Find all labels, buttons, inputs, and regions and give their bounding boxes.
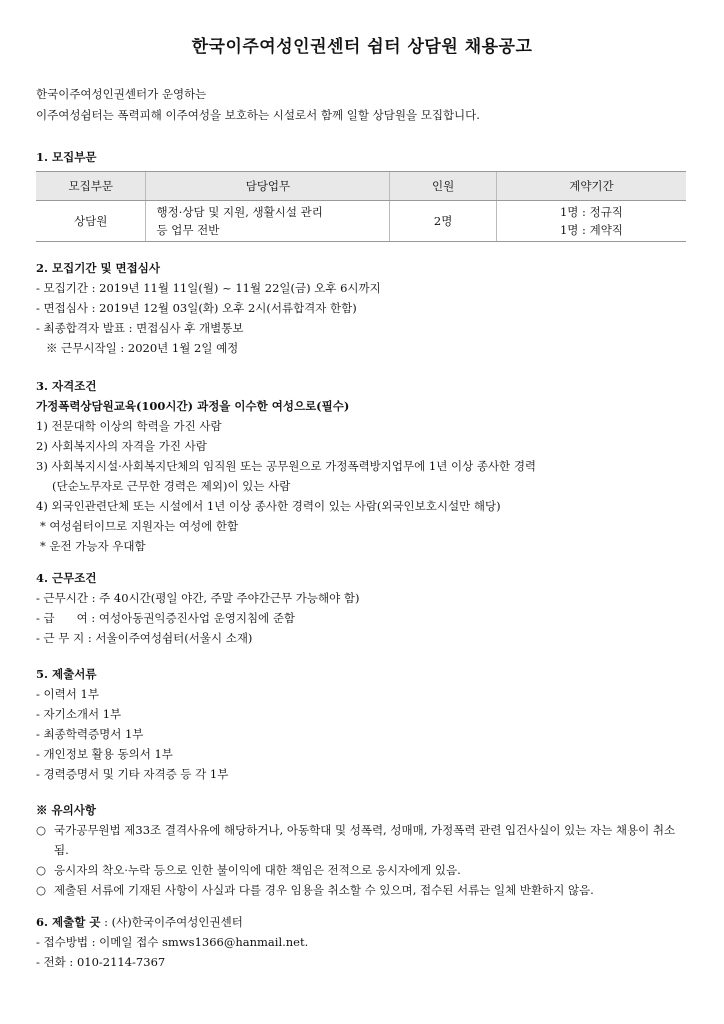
- qualification-item-continued: (단순노무자로 근무한 경력은 제외)이 있는 사람: [52, 479, 291, 493]
- section-line: - 최종합격자 발표 : 면접심사 후 개별통보: [36, 321, 244, 335]
- notice-text: 국가공무원법 제33조 결격사유에 해당하거나, 아동학대 및 성폭력, 성매매, 가정폭력 관련 입건사실이 있는 자는 채용이 취소됨.: [54, 823, 676, 857]
- page-title: 한국이주여성인권센터 쉼터 상담원 채용공고: [191, 37, 533, 57]
- qualification-note: * 운전 가능자 우대함: [40, 539, 146, 553]
- section-1: [36, 147, 696, 167]
- table-header-row: [36, 172, 686, 201]
- section-line: - 전화 : 010-2114-7367: [36, 955, 166, 969]
- document-item: - 경력증명서 및 기타 자격증 등 각 1부: [36, 767, 229, 781]
- table-header-cell: 모집부문: [36, 172, 146, 201]
- duty-line: 행정·상담 및 지원, 생활시설 관리: [156, 205, 323, 219]
- notice-item: [36, 860, 686, 880]
- duty-line: 등 업무 전반: [156, 223, 220, 237]
- intro-line: 이주여성쉼터는 폭력피해 이주여성을 보호하는 시설로서 함께 일할 상담원을 모집합니다.: [36, 108, 480, 122]
- section-line: - 근무시간 : 주 40시간(평일 야간, 주말 주야간근무 가능해야 함): [36, 591, 360, 605]
- section-heading: 3. 자격조건: [36, 379, 97, 393]
- section-line: - 근 무 지 : 서울이주여성쉼터(서울시 소재): [36, 631, 253, 645]
- section-subheading: 가정폭력상담원교육(100시간) 과정을 이수한 여성으로(필수): [36, 399, 350, 413]
- qualification-note: * 여성쉼터이므로 지원자는 여성에 한함: [40, 519, 239, 533]
- section-note: ※ 근무시작일 : 2020년 1월 2일 예정: [46, 341, 239, 355]
- notice-text: 응시자의 착오·누락 등으로 인한 불이익에 대한 책임은 전적으로 응시자에게 있음.: [54, 863, 461, 877]
- table-header-cell: 계약기간: [496, 172, 686, 201]
- section-4: [36, 568, 696, 648]
- table-header-cell: 인원: [390, 172, 497, 201]
- section-heading-row: [36, 912, 696, 932]
- circle-bullet-icon: ○: [36, 823, 47, 837]
- section-line: - 모집기간 : 2019년 11월 11일(월) ~ 11월 22일(금) 오후 6시까지: [36, 281, 381, 295]
- table-row: [36, 201, 686, 242]
- recruitment-table: [36, 171, 686, 242]
- table-header-cell: 담당업무: [146, 172, 390, 201]
- section-line: - 급 여 : 여성아동권익증진사업 운영지침에 준함: [36, 611, 296, 625]
- section-5: [36, 664, 696, 784]
- document-item: - 개인정보 활용 동의서 1부: [36, 747, 173, 761]
- document-item: - 자기소개서 1부: [36, 707, 122, 721]
- section-heading: 4. 근무조건: [36, 571, 97, 585]
- section-line: - 면접심사 : 2019년 12월 03일(화) 오후 2시(서류합격자 한함): [36, 301, 357, 315]
- table-cell-contract: [496, 201, 686, 242]
- contract-line: 1명 : 정규직: [559, 205, 623, 219]
- section-heading: 6. 제출할 곳: [36, 915, 101, 929]
- table-cell-count: 2명: [390, 201, 497, 242]
- qualification-item: 2) 사회복지사의 자격을 가진 사람: [36, 439, 207, 453]
- notice-item: [36, 820, 686, 860]
- section-6: [36, 912, 696, 972]
- section-3: [36, 376, 696, 556]
- qualification-item: 4) 외국인관련단체 또는 시설에서 1년 이상 종사한 경력이 있는 사람(외국인보호시설만 해당): [36, 499, 501, 513]
- qualification-item: 3) 사회복지시설·사회복지단체의 임직원 또는 공무원으로 가정폭력방지업무에 1년 이상 종사한 경력: [36, 459, 537, 473]
- notice-item: [36, 880, 686, 900]
- circle-bullet-icon: ○: [36, 863, 47, 877]
- document-item: - 이력서 1부: [36, 687, 99, 701]
- intro-paragraph: [36, 84, 696, 126]
- table-cell-category: 상담원: [36, 201, 146, 242]
- intro-line: 한국이주여성인권센터가 운영하는: [36, 87, 207, 101]
- section-2: [36, 258, 696, 358]
- contract-line: 1명 : 계약직: [559, 223, 623, 237]
- notice-section: [36, 800, 686, 900]
- section-line: - 접수방법 : 이메일 접수 smws1366@hanmail.net.: [36, 935, 309, 949]
- notice-text: 제출된 서류에 기재된 사항이 사실과 다를 경우 임용을 취소할 수 있으며, 접수된 서류는 일체 반환하지 않음.: [54, 883, 594, 897]
- section-heading: 2. 모집기간 및 면접심사: [36, 261, 160, 275]
- section-heading: ※ 유의사항: [36, 803, 96, 817]
- section-heading: 5. 제출서류: [36, 667, 97, 681]
- qualification-item: 1) 전문대학 이상의 학력을 가진 사람: [36, 419, 222, 433]
- circle-bullet-icon: ○: [36, 883, 47, 897]
- section-heading: 1. 모집부문: [36, 150, 97, 164]
- document-item: - 최종학력증명서 1부: [36, 727, 144, 741]
- submission-place: : (사)한국이주여성인권센터: [100, 915, 243, 929]
- table-cell-duty: [146, 201, 390, 242]
